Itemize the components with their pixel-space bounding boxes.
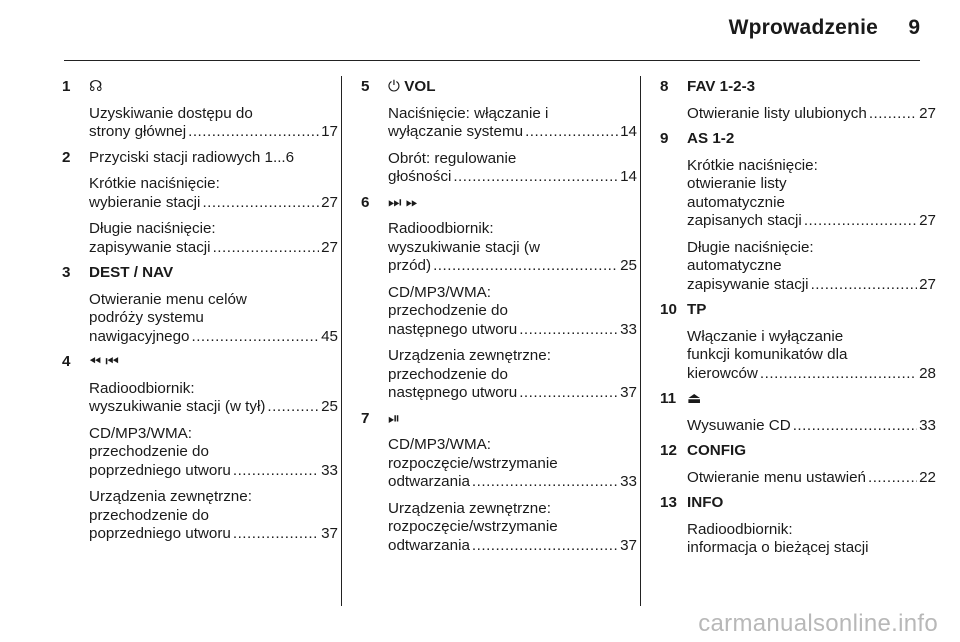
entry-description (89, 291, 338, 347)
description-line: Obrót: regulowanie (388, 149, 517, 167)
description-line: Naciśnięcie: włączanie i (388, 104, 549, 122)
page-reference-link[interactable]: 25 (321, 398, 338, 415)
description-line: CD/MP3/WMA: (89, 424, 192, 442)
next-fastforward-icon: ⏭︎ ⏩︎ (388, 193, 419, 211)
dot-leader (188, 123, 319, 142)
entry-description (89, 175, 338, 212)
entry-heading-text: VOL (404, 78, 436, 95)
page-number: 9 (908, 16, 920, 39)
legend-entry (660, 130, 936, 294)
dot-leader (233, 462, 319, 481)
entry-description (687, 328, 936, 384)
entry-description (388, 436, 637, 492)
dot-leader (267, 398, 319, 417)
legend-entry (361, 78, 637, 187)
dot-leader (453, 168, 618, 187)
page-reference-link[interactable]: 37 (620, 384, 637, 401)
entry-description (388, 500, 637, 556)
page-reference-link[interactable]: 27 (321, 238, 338, 256)
header-rule (64, 60, 920, 61)
page-reference-link[interactable]: 28 (919, 364, 936, 382)
dot-leader (213, 239, 320, 258)
column-2 (361, 78, 637, 555)
dot-leader (472, 537, 618, 556)
dot-leader (811, 276, 918, 295)
dot-leader (868, 469, 917, 488)
entry-number: 9 (660, 130, 669, 147)
description-line: otwieranie listy (687, 175, 787, 192)
entry-description (687, 469, 936, 488)
power-icon: ⏻ (388, 78, 401, 95)
dot-leader (472, 473, 618, 492)
description-line: głośności (388, 168, 452, 185)
description-line: Urządzenia zewnętrzne: (89, 488, 252, 505)
legend-entry (660, 494, 936, 558)
home-icon: ☊ (89, 78, 103, 95)
entry-number: 1 (62, 78, 71, 95)
page-reference-link[interactable]: 25 (620, 257, 637, 274)
entry-number: 2 (62, 148, 71, 166)
entry-heading (687, 442, 936, 461)
entry-description (89, 105, 338, 142)
description-line: rozpoczęcie/wstrzymanie (388, 454, 558, 472)
description-line: wyszukiwanie stacji (w (388, 238, 540, 256)
entry-description (89, 220, 338, 257)
legend-entry (62, 149, 338, 258)
description-line: Radioodbiornik: (89, 379, 195, 397)
description-line: strony głównej (89, 123, 187, 140)
column-divider (341, 76, 342, 606)
page-reference-link[interactable]: 33 (620, 320, 637, 338)
description-line: CD/MP3/WMA: (388, 283, 491, 301)
entry-number: 6 (361, 193, 370, 211)
entry-description (388, 150, 637, 187)
description-line: przechodzenie do (388, 302, 508, 319)
entry-description (687, 239, 936, 295)
page-reference-link[interactable]: 14 (620, 168, 637, 185)
page-reference-link[interactable]: 14 (620, 123, 637, 140)
entry-description (388, 347, 637, 403)
page-reference-link[interactable]: 45 (321, 327, 338, 345)
entry-description (687, 417, 936, 436)
entry-heading (687, 390, 936, 409)
dot-leader (869, 105, 917, 124)
entry-number: 7 (361, 409, 370, 427)
watermark[interactable]: carmanualsonline.info (698, 610, 938, 637)
rewind-previous-icon: ⏪︎ ⏮︎ (89, 353, 120, 370)
page-reference-link[interactable]: 33 (321, 461, 338, 479)
legend-entry (62, 264, 338, 346)
entry-description (388, 105, 637, 142)
dot-leader (793, 417, 917, 436)
entry-number: 10 (660, 301, 677, 318)
column-divider (640, 76, 641, 606)
legend-entry (62, 353, 338, 544)
description-line: kierowców (687, 364, 758, 382)
entry-number: 11 (660, 390, 677, 407)
entry-heading (388, 410, 637, 429)
entry-description (388, 284, 637, 340)
legend-entry (660, 442, 936, 487)
page-reference-link[interactable]: 22 (919, 468, 936, 486)
column-1 (62, 78, 338, 544)
dot-leader (519, 384, 618, 403)
play-pause-icon: ⏯︎ (388, 409, 401, 427)
entry-heading (687, 130, 936, 149)
entry-description (388, 220, 637, 276)
description-line: zapisywanie stacji (687, 275, 809, 293)
description-line: następnego utworu (388, 384, 518, 401)
description-line: Uzyskiwanie dostępu do (89, 104, 253, 122)
description-line: przechodzenie do (388, 365, 508, 383)
description-line: odtwarzania (388, 536, 470, 554)
dot-leader (233, 525, 319, 544)
description-line: odtwarzania (388, 473, 470, 490)
entry-heading-text: FAV 1-2-3 (687, 78, 756, 95)
page-reference-link[interactable]: 37 (321, 525, 338, 542)
description-line: Radioodbiornik: (388, 220, 494, 237)
entry-heading-text: DEST / NAV (89, 264, 174, 281)
description-line: Krótkie naciśnięcie: (687, 156, 818, 174)
page-reference-link[interactable]: 27 (919, 212, 936, 229)
entry-heading (89, 353, 338, 372)
entry-number: 12 (660, 442, 677, 459)
legend-entry (660, 301, 936, 383)
entry-number: 5 (361, 78, 370, 95)
entry-heading (687, 301, 936, 320)
description-line: informacja o bieżącej stacji (687, 539, 869, 556)
description-line: funkcji komunikatów dla (687, 346, 848, 363)
description-line: zapisanych stacji (687, 212, 802, 229)
description-line: nawigacyjnego (89, 327, 190, 345)
entry-heading-text: CONFIG (687, 442, 747, 459)
entry-description (687, 105, 936, 124)
description-line: zapisywanie stacji (89, 238, 211, 256)
column-3 (660, 78, 936, 558)
entry-heading (687, 494, 936, 513)
page-reference-link[interactable]: 27 (919, 275, 936, 293)
description-line: rozpoczęcie/wstrzymanie (388, 518, 558, 535)
legend-entry (361, 410, 637, 556)
description-line: przód) (388, 257, 432, 274)
description-line: automatyczne (687, 257, 782, 274)
description-line: Urządzenia zewnętrzne: (388, 347, 551, 364)
dot-leader (525, 123, 618, 142)
description-line: wyłączanie systemu (388, 123, 524, 140)
description-line: Włączanie i wyłączanie (687, 327, 844, 345)
description-line: automatycznie (687, 193, 785, 211)
dot-leader (202, 194, 319, 213)
description-line: Otwieranie listy ulubionych (687, 104, 867, 122)
legend-entry (660, 78, 936, 123)
entry-description (89, 380, 338, 417)
description-line: wybieranie stacji (89, 193, 201, 211)
description-line: przechodzenie do (89, 506, 209, 524)
entry-heading (89, 264, 338, 283)
entry-number: 8 (660, 78, 669, 95)
description-line: wyszukiwanie stacji (w tył) (89, 398, 266, 415)
description-line: następnego utworu (388, 320, 518, 338)
entry-heading (89, 78, 338, 97)
entry-heading-text: AS 1-2 (687, 130, 735, 147)
legend-entry (62, 78, 338, 142)
description-line: Długie naciśnięcie: (89, 220, 216, 237)
entry-description (687, 157, 936, 231)
description-line: poprzedniego utworu (89, 461, 231, 479)
entry-number: 13 (660, 494, 677, 511)
description-line: Krótkie naciśnięcie: (89, 175, 220, 192)
dot-leader (804, 212, 917, 231)
page-reference-link[interactable]: 33 (620, 473, 637, 490)
legend-entry (361, 194, 637, 403)
description-line: przechodzenie do (89, 443, 209, 460)
entry-description (687, 521, 936, 558)
description-line: Radioodbiornik: (687, 520, 793, 538)
entry-heading-text: Przyciski stacji radiowych 1...6 (89, 148, 295, 166)
description-line: Urządzenia zewnętrzne: (388, 499, 551, 517)
page-reference-link[interactable]: 27 (321, 193, 338, 211)
description-line: Otwieranie menu ustawień (687, 468, 866, 486)
entry-heading-text: TP (687, 301, 707, 318)
description-line: CD/MP3/WMA: (388, 436, 491, 453)
page-reference-link[interactable]: 17 (321, 123, 338, 140)
entry-description (89, 488, 338, 544)
dot-leader (519, 321, 618, 340)
page-reference-link[interactable]: 33 (919, 416, 936, 434)
dot-leader (191, 328, 319, 347)
description-line: podróży systemu (89, 309, 204, 326)
eject-icon: ⏏ (687, 390, 702, 407)
entry-heading (388, 194, 637, 213)
entry-heading-text: INFO (687, 494, 724, 511)
entry-heading (388, 78, 637, 97)
description-line: poprzedniego utworu (89, 525, 231, 542)
description-line: Długie naciśnięcie: (687, 238, 814, 256)
dot-leader (433, 257, 618, 276)
entry-heading (687, 78, 936, 97)
description-line: Wysuwanie CD (687, 416, 791, 434)
entry-number: 3 (62, 264, 71, 281)
description-line: Otwieranie menu celów (89, 290, 247, 308)
entry-description (89, 425, 338, 481)
entry-heading (89, 149, 338, 168)
entry-number: 4 (62, 353, 71, 370)
page-reference-link[interactable]: 37 (620, 536, 637, 554)
dot-leader (760, 365, 917, 384)
page-title: Wprowadzenie (728, 16, 878, 39)
page-header (0, 16, 960, 46)
page-reference-link[interactable]: 27 (919, 104, 936, 122)
legend-entry (660, 390, 936, 435)
